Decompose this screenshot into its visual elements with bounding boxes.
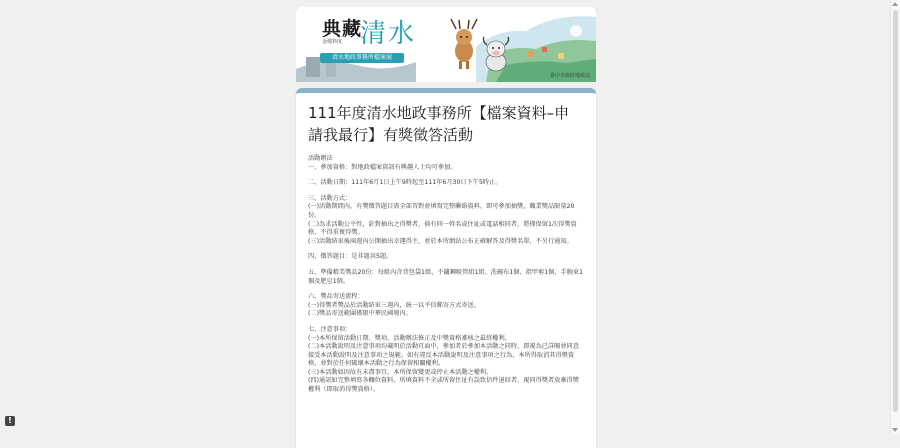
description-line: (二)獎品寄送範圍僅限中華民國境內。 xyxy=(308,310,412,318)
description-line: 七、注意事項： xyxy=(308,325,352,333)
banner-office-mark: 臺中市政府地政局 xyxy=(549,73,590,79)
form-description xyxy=(308,155,584,395)
banner-tagline: 清水地政事務所檔案展 xyxy=(320,53,404,63)
scroll-down-arrow-icon[interactable] xyxy=(892,428,898,432)
description-line: 五、準備精美獎品20份：每組內含背包袋1組、不鏽鋼吸管組1組、洗碗布1個、指甲剪1個、手腕束1個及肥皂1個。 xyxy=(308,268,584,285)
description-line: (二)本活動說明及注意事項均載明於活動頁面中，參加者於參加本活動之同時，即視為已詳閱並同意接受本活動說明及注意事項之規範。如有違反本活動說明及注意事項之行為，本所得取消其得獎資格，並對於任何破壞本活動之行為保留相關權利。 xyxy=(308,343,579,368)
description-line: 三、活動方式： xyxy=(308,194,352,202)
description-line: 二、活動日期：111年6月1日上午9時起至111年6月30日下午5時止。 xyxy=(308,179,502,187)
form-title: 111年度清水地政事務所【檔案資料–申請我最行】有獎徵答活動 xyxy=(308,104,570,144)
banner-logo-text: 金檔料度 xyxy=(322,39,343,45)
scroll-up-arrow-icon[interactable] xyxy=(892,2,898,6)
header-banner-image xyxy=(296,7,596,82)
description-line: 一、參加資格：對地政檔案資訊有興趣人士均可參加。 xyxy=(308,163,457,171)
feedback-icon[interactable]: ! xyxy=(5,416,15,426)
banner-title-highlight: 清水 xyxy=(360,19,417,49)
description-line: 六、獎品寄送流程： xyxy=(308,293,364,301)
description-line: (一)本所保留活動日期、獎項、活動辦法修正及中獎資格審核之最終權利。 xyxy=(308,334,511,342)
description-line: 活動辦法 xyxy=(308,155,333,162)
description-line: (二)為求活動公平性，針對抽出之得獎者，倘有同一姓名或住址或電話相同者，將僅保留1次得獎資格，不得重複得獎。 xyxy=(308,220,577,237)
description-line: (三)活動結束後兩週內公開抽出幸運得主，並於本所網站公布正確解答及得獎名單，不另行通知。 xyxy=(308,237,573,245)
description-line: (一)活動期間內，有獎徵答題目需全部答對並填寫完整聯絡資料，即可參加抽獎，職業獎品限量20份。 xyxy=(308,203,575,219)
page-scrollbar[interactable] xyxy=(890,0,900,434)
description-spacer xyxy=(308,319,584,326)
description-spacer xyxy=(308,262,584,269)
form-header-card xyxy=(296,88,596,448)
description-line: (四)通訊如完整填寫各欄位資料，所填資料不全或所留住址有誤致信件退回者，視同得獎者放棄得獎權利（即取消得獎資格）。 xyxy=(308,377,579,394)
form-container xyxy=(296,7,596,448)
scrollbar-thumb[interactable] xyxy=(893,10,898,412)
description-line: (三)本活動如因故有未盡事宜，本所保留變更或停止本活動之權利。 xyxy=(308,368,493,376)
description-line: 四、徵答題目：是非題共5題。 xyxy=(308,253,393,261)
description-spacer xyxy=(308,188,584,195)
description-line: (一)得獎者獎品於活動結束三週內，統一以平信郵寄方式寄送。 xyxy=(308,301,480,309)
banner-title-main: 典藏 xyxy=(322,18,363,40)
